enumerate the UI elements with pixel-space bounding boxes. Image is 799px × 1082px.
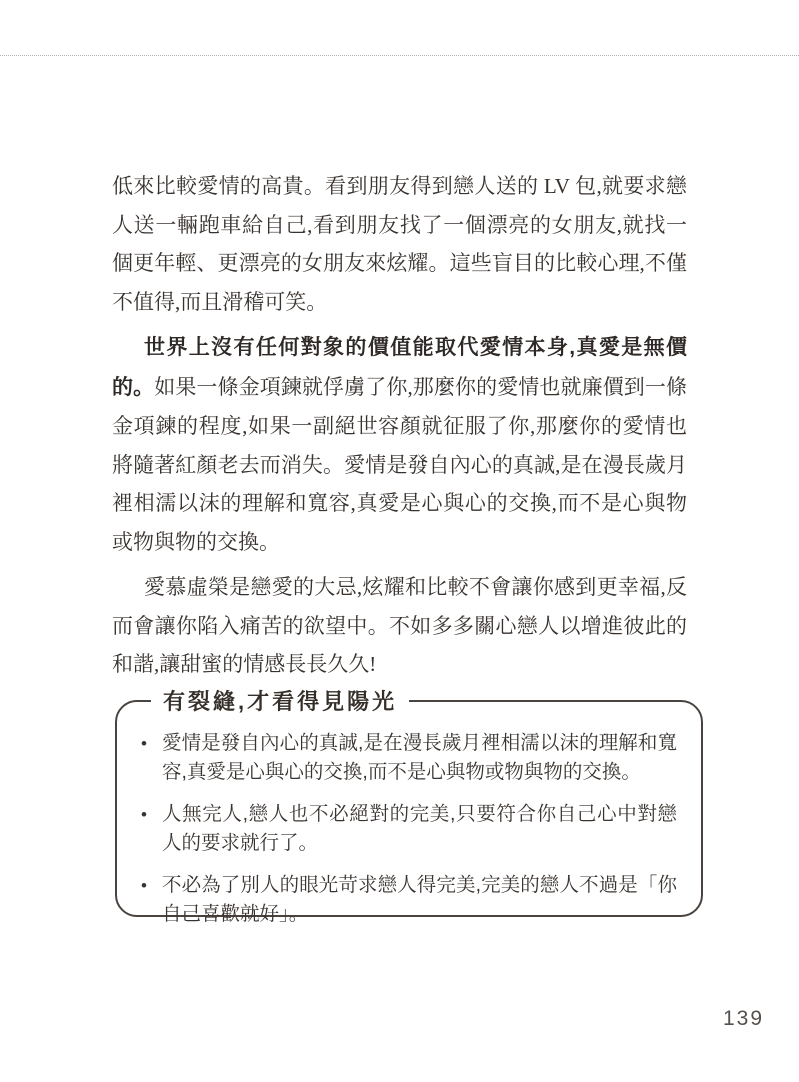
bullet-icon: • <box>141 805 147 824</box>
bullet-text: 愛情是發自內心的真誠,是在漫長歲月裡相濡以沫的理解和寬容,真愛是心與心的交換,而不是心與物或物與物的交換。 <box>162 732 677 783</box>
page-number: 139 <box>723 1007 765 1030</box>
bullet-text: 人無完人,戀人也不必絕對的完美,只要符合你自己心中對戀人的要求就行了。 <box>162 803 677 854</box>
callout-bullet-list <box>117 702 701 929</box>
top-dotted-divider <box>0 55 799 56</box>
body-paragraph: 低來比較愛情的高貴。看到朋友得到戀人送的 LV 包,就要求戀人送一輛跑車給自己,看到朋友找了一個漂亮的女朋友,就找一個更年輕、更漂亮的女朋友來炫耀。這些盲目的比較心理,不僅不值得,而且滑稽可笑。 <box>112 174 687 314</box>
bullet-icon: • <box>141 734 147 753</box>
bullet-text: 不必為了別人的眼光苛求戀人得完美,完美的戀人不過是「你自己喜歡就好」。 <box>162 874 677 925</box>
body-text-block <box>112 167 687 684</box>
list-item <box>136 729 677 787</box>
body-paragraph: 愛慕虛榮是戀愛的大忌,炫耀和比較不會讓你感到更幸福,反而會讓你陷入痛苦的欲望中。不如多多關心戀人以增進彼此的和諧,讓甜蜜的情感長長久久! <box>112 575 687 676</box>
list-item <box>136 800 677 858</box>
bold-lead-sentence: 世界上沒有任何對象的價值能取代愛情本身,真愛是無價的。 <box>112 336 687 399</box>
paragraph-text: 如果一條金項鍊就俘虜了你,那麼你的愛情也就廉價到一條金項鍊的程度,如果一副絕世容顏就征服了你,那麼你的愛情也將隨著紅顏老去而消失。愛情是發自內心的真誠,是在漫長歲月裡相濡以沫的理解和寬容,真愛是心與心的交換,而不是心與物或物與物的交換。 <box>112 374 688 554</box>
callout-title: 有裂縫,才看得見陽光 <box>151 685 409 716</box>
list-item <box>136 871 677 929</box>
body-paragraph <box>112 328 687 561</box>
bullet-icon: • <box>141 876 147 895</box>
summary-callout-box <box>115 689 703 925</box>
